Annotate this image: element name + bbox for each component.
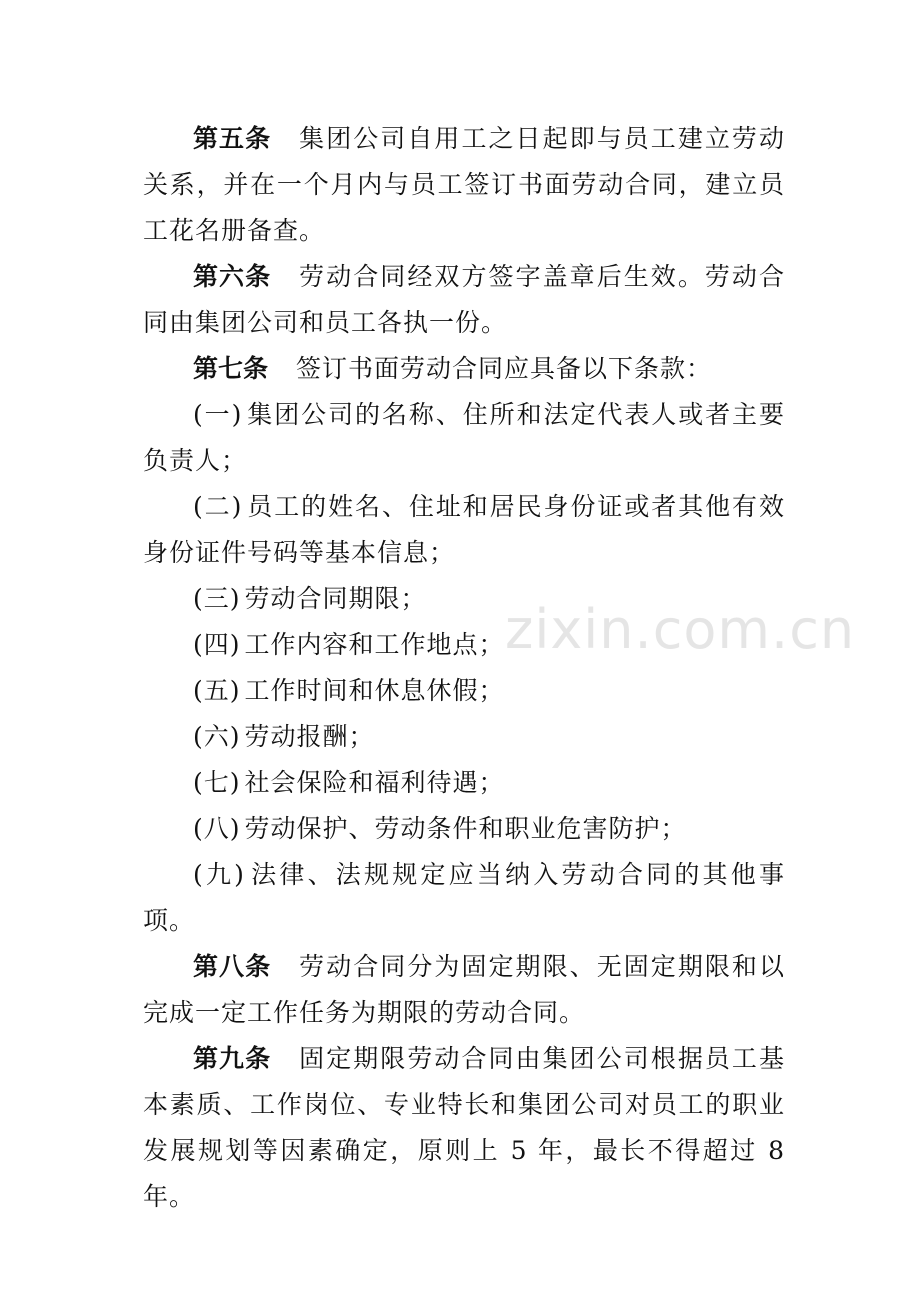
article-8	[143, 944, 785, 1036]
article-text: 签订书面劳动合同应具备以下条款：	[296, 354, 713, 383]
list-item-text: 劳动保护、劳动条件和职业危害防护；	[244, 814, 687, 843]
article-text: 集团公司自用工之日起即与员工建立劳动关系，并在一个月内与员工签订书面劳动合同，建立员工花名册备查。	[143, 124, 785, 245]
article-5	[143, 116, 785, 254]
list-item-number: (七)	[193, 768, 241, 797]
list-item-text: 工作内容和工作地点；	[244, 630, 505, 659]
article-text: 固定期限劳动合同由集团公司根据员工基本素质、工作岗位、专业特长和集团公司对员工的职业发展规划等因素确定，原则上 5 年，最长不得超过 8 年。	[143, 1044, 785, 1211]
list-item	[143, 760, 785, 806]
list-item-text: 员工的姓名、住址和居民身份证或者其他有效身份证件号码等基本信息；	[143, 492, 785, 567]
article-heading: 第六条	[193, 262, 272, 291]
list-item-number: (二)	[193, 492, 243, 521]
watermark: zixin.com.cn	[505, 598, 856, 661]
list-item-text: 法律、法规规定应当纳入劳动合同的其他事项。	[143, 860, 785, 935]
list-item	[143, 576, 785, 622]
list-item	[143, 622, 785, 668]
article-heading: 第五条	[193, 124, 272, 153]
list-item	[143, 668, 785, 714]
article-text: 劳动合同经双方签字盖章后生效。劳动合同由集团公司和员工各执一份。	[143, 262, 785, 337]
list-item-text: 工作时间和休息休假；	[244, 676, 505, 705]
list-item-text: 社会保险和福利待遇；	[244, 768, 505, 797]
list-item-number: (八)	[193, 814, 241, 843]
list-item	[143, 714, 785, 760]
article-6	[143, 254, 785, 346]
list-item	[143, 806, 785, 852]
list-item-text: 劳动报酬；	[244, 722, 375, 751]
article-heading: 第九条	[193, 1044, 272, 1073]
list-item-number: (六)	[193, 722, 241, 751]
list-item-number: (五)	[193, 676, 241, 705]
list-item-number: (四)	[193, 630, 241, 659]
article-heading: 第八条	[193, 952, 272, 981]
list-item-number: (三)	[193, 584, 241, 613]
article-9	[143, 1036, 785, 1220]
list-item-number: (一)	[193, 400, 243, 429]
list-item	[143, 484, 785, 576]
list-item	[143, 852, 785, 944]
article-heading: 第七条	[193, 354, 269, 383]
article-7	[143, 346, 785, 392]
document-page	[143, 116, 785, 1220]
list-item-text: 集团公司的名称、住所和法定代表人或者主要负责人；	[143, 400, 785, 475]
article-text: 劳动合同分为固定期限、无固定期限和以完成一定工作任务为期限的劳动合同。	[143, 952, 785, 1027]
list-item-number: (九)	[193, 860, 245, 889]
list-item-text: 劳动合同期限；	[244, 584, 427, 613]
list-item	[143, 392, 785, 484]
